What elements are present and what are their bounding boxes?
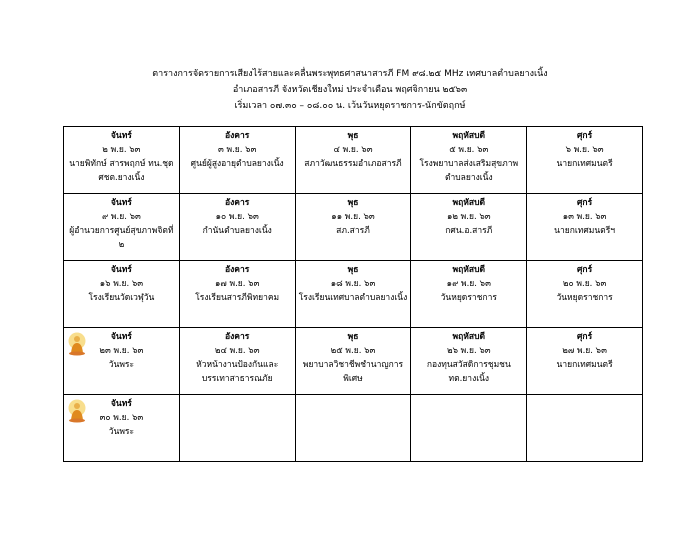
schedule-day: จันทร์ bbox=[110, 399, 132, 409]
header-title: ตารางการจัดรายการเสียงไร้สายและคลื่นพระพุทธศาสนาสารภี FM ๙๘.๒๕ MHz เทศบาลตำบลยางเนิ้ง bbox=[152, 69, 548, 79]
schedule-date: ๑๓ พ.ย. ๖๓ bbox=[562, 212, 607, 222]
schedule-date: ๒๕ พ.ย. ๖๓ bbox=[330, 346, 376, 356]
schedule-date: ๑๐ พ.ย. ๖๓ bbox=[215, 212, 259, 222]
schedule-cell bbox=[527, 261, 643, 328]
schedule-date: ๒๖ พ.ย. ๖๓ bbox=[446, 346, 491, 356]
schedule-date: ๑๒ พ.ย. ๖๓ bbox=[446, 212, 491, 222]
schedule-cell bbox=[527, 194, 643, 261]
document-header bbox=[0, 66, 700, 114]
schedule-presenter: พยาบาลวิชาชีพชำนาญการพิเศษ bbox=[302, 360, 404, 384]
schedule-presenter: สภ.สารภี bbox=[336, 226, 370, 236]
schedule-presenter: สภาวัฒนธรรมอำเภอสารภี bbox=[304, 159, 402, 169]
schedule-cell bbox=[64, 328, 180, 395]
schedule-presenter: นายกเทศมนตรี bbox=[556, 159, 613, 169]
schedule-date: ๑๘ พ.ย. ๖๓ bbox=[330, 279, 376, 289]
schedule-row bbox=[64, 261, 643, 328]
buddha-icon bbox=[67, 399, 87, 423]
buddha-icon bbox=[67, 332, 87, 356]
schedule-day: ศุกร์ bbox=[577, 198, 593, 208]
schedule-presenter: กศน.อ.สารภี bbox=[445, 226, 493, 236]
header-location-month: อำเภอสารภี จังหวัดเชียงใหม่ ประจำเดือน พฤศจิกายน ๒๕๖๓ bbox=[232, 85, 468, 95]
schedule-date: ๒๓ พ.ย. ๖๓ bbox=[99, 346, 144, 356]
schedule-row bbox=[64, 127, 643, 194]
schedule-cell bbox=[64, 261, 180, 328]
schedule-presenter: วันพระ bbox=[108, 427, 135, 437]
schedule-presenter: ผู้อำนวยการศูนย์สุขภาพจิตที่ ๒ bbox=[69, 226, 174, 250]
schedule-cell bbox=[295, 127, 411, 194]
schedule-presenter: นายกเทศมนตรี bbox=[556, 360, 613, 370]
schedule-day: ศุกร์ bbox=[577, 131, 593, 141]
schedule-cell bbox=[295, 395, 411, 462]
schedule-date: ๕ พ.ย. ๖๓ bbox=[449, 145, 489, 155]
schedule-day: จันทร์ bbox=[110, 198, 132, 208]
schedule-row bbox=[64, 194, 643, 261]
schedule-cell bbox=[295, 194, 411, 261]
schedule-date: ๒๔ พ.ย. ๖๓ bbox=[214, 346, 260, 356]
schedule-cell bbox=[527, 395, 643, 462]
schedule-cell bbox=[527, 127, 643, 194]
schedule-cell bbox=[64, 194, 180, 261]
schedule-presenter: วันหยุดราชการ bbox=[556, 293, 613, 303]
schedule-presenter: ศูนย์ผู้สูงอายุตำบลยางเนิ้ง bbox=[190, 159, 284, 169]
schedule-day: พฤหัสบดี bbox=[452, 265, 486, 275]
schedule-cell bbox=[295, 261, 411, 328]
schedule-day: พุธ bbox=[347, 265, 359, 275]
schedule-cell bbox=[411, 395, 527, 462]
schedule-presenter: กองทุนสวัสดิการชุมชน ทต.ยางเนิ้ง bbox=[426, 360, 511, 384]
header-time: เริ่มเวลา ๐๗.๓๐ – ๐๘.๐๐ น. เว้นวันหยุดราชการ-นักขัตฤกษ์ bbox=[234, 101, 466, 111]
schedule-presenter: กำนันตำบลยางเนิ้ง bbox=[202, 226, 272, 236]
schedule-cell bbox=[179, 261, 295, 328]
schedule-date: ๓ พ.ย. ๖๓ bbox=[217, 145, 257, 155]
schedule-day: พุธ bbox=[347, 198, 359, 208]
schedule-date: ๑๙ พ.ย. ๖๓ bbox=[446, 279, 491, 289]
schedule-day: จันทร์ bbox=[110, 131, 132, 141]
schedule-date: ๒๐ พ.ย. ๖๓ bbox=[562, 279, 607, 289]
schedule-table bbox=[63, 126, 643, 462]
schedule-date: ๙ พ.ย. ๖๓ bbox=[101, 212, 141, 222]
schedule-day: พุธ bbox=[347, 332, 359, 342]
schedule-cell bbox=[179, 395, 295, 462]
schedule-day: ศุกร์ bbox=[577, 265, 593, 275]
schedule-cell bbox=[411, 194, 527, 261]
schedule-date: ๒๗ พ.ย. ๖๓ bbox=[562, 346, 607, 356]
schedule-day: อังคาร bbox=[225, 265, 250, 275]
schedule-day: อังคาร bbox=[225, 198, 250, 208]
schedule-day: ศุกร์ bbox=[577, 332, 593, 342]
schedule-presenter: โรงพยาบาลส่งเสริมสุขภาพตำบลยางเนิ้ง bbox=[419, 159, 519, 183]
schedule-presenter: นายพิทักษ์ สารพฤกษ์ ทน.ชุด ศชต.ยางเนิ้ง bbox=[69, 159, 174, 183]
schedule-cell bbox=[411, 261, 527, 328]
schedule-day: พฤหัสบดี bbox=[452, 131, 486, 141]
schedule-day: อังคาร bbox=[225, 332, 250, 342]
schedule-cell bbox=[64, 127, 180, 194]
schedule-cell bbox=[64, 395, 180, 462]
schedule-cell bbox=[411, 328, 527, 395]
schedule-presenter: โรงเรียนเทศบาลตำบลยางเนิ้ง bbox=[298, 293, 408, 303]
schedule-date: ๖ พ.ย. ๖๓ bbox=[565, 145, 604, 155]
schedule-date: ๓๐ พ.ย. ๖๓ bbox=[99, 413, 144, 423]
schedule-cell bbox=[179, 127, 295, 194]
schedule-presenter: หัวหน้างานป้องกันและบรรเทาสาธารณภัย bbox=[196, 360, 279, 384]
schedule-cell bbox=[527, 328, 643, 395]
schedule-day: พุธ bbox=[347, 131, 359, 141]
schedule-presenter: นายกเทศมนตรีฯ bbox=[554, 226, 616, 236]
schedule-day: พฤหัสบดี bbox=[452, 332, 486, 342]
schedule-date: ๒ พ.ย. ๖๓ bbox=[102, 145, 141, 155]
schedule-day: อังคาร bbox=[225, 131, 250, 141]
schedule-cell bbox=[179, 194, 295, 261]
schedule-cell bbox=[295, 328, 411, 395]
schedule-date: ๑๗ พ.ย. ๖๓ bbox=[215, 279, 260, 289]
schedule-presenter: วันพระ bbox=[108, 360, 135, 370]
schedule-row bbox=[64, 395, 643, 462]
schedule-day: จันทร์ bbox=[110, 265, 132, 275]
schedule-cell bbox=[411, 127, 527, 194]
schedule-presenter: วันหยุดราชการ bbox=[440, 293, 497, 303]
schedule-date: ๔ พ.ย. ๖๓ bbox=[333, 145, 373, 155]
schedule-date: ๑๖ พ.ย. ๖๓ bbox=[99, 279, 144, 289]
schedule-day: จันทร์ bbox=[110, 332, 132, 342]
schedule-presenter: โรงเรียนวัดเวฬุวัน bbox=[88, 293, 155, 303]
schedule-cell bbox=[179, 328, 295, 395]
schedule-day: พฤหัสบดี bbox=[452, 198, 486, 208]
schedule-date: ๑๑ พ.ย. ๖๓ bbox=[331, 212, 375, 222]
schedule-presenter: โรงเรียนสารภีพิทยาคม bbox=[195, 293, 280, 303]
schedule-row bbox=[64, 328, 643, 395]
